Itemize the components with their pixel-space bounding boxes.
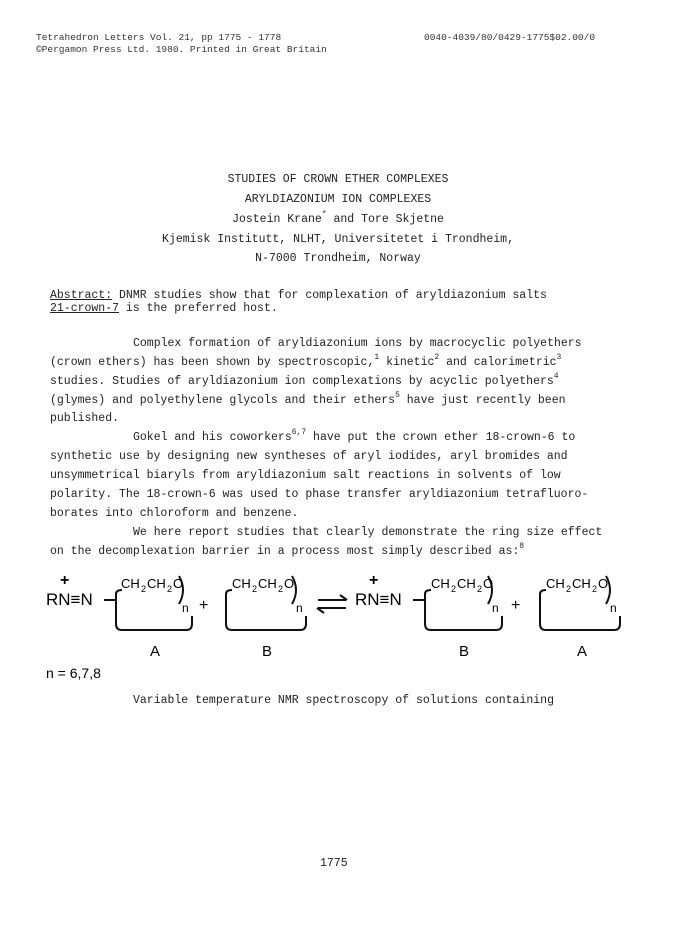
abstract-text-2: is the preferred host. [119,302,278,315]
para2-text: Gokel and his coworkers [133,431,292,444]
journal-citation: Tetrahedron Letters Vol. 21, pp 1775 - 1778 [36,32,282,43]
subscript-2: 2 [252,584,258,594]
para1-text: studies. Studies of aryldiazonium ion complexations by acyclic polyethers [50,375,554,388]
crown-b-left-text [232,576,303,615]
para1-line-2 [50,353,562,369]
para4-line-1: Variable temperature NMR spectroscopy of solutions containing [133,694,554,707]
equilibrium-arrow [317,595,347,613]
subscript-2: 2 [278,584,284,594]
ch2-text: CH [147,576,166,591]
abstract-text-1: DNMR studies show that for complexation of aryldiazonium salts [112,289,547,302]
para1-text: kinetic [379,356,435,369]
ch2-text: CH [457,576,476,591]
ref-6-7: 6,7 [291,428,307,437]
para2-text: have put the crown ether 18-crown-6 to [306,431,576,444]
para2-line-3: unsymmetrical biaryls from aryldiazonium salt reactions in solvents of low [50,469,561,482]
subscript-2: 2 [566,584,572,594]
label-a-right: A [577,643,588,660]
author-line [0,210,676,226]
page-number: 1775 [320,857,348,870]
affiliation-line-1: Kjemisk Institutt, NLHT, Universitetet i Trondheim, [162,233,514,246]
oxygen-text: O [598,576,609,591]
ref-5: 5 [395,391,400,400]
repeat-n: n [492,601,499,615]
repeat-n: n [296,601,303,615]
abstract-label: Abstract: [50,289,113,302]
subscript-2: 2 [141,584,147,594]
ch2-text: CH [546,576,565,591]
copyright-line: ©Pergamon Press Ltd. 1980. Printed in Great Britain [36,44,327,55]
ref-8: 8 [519,542,525,551]
n-values: n = 6,7,8 [46,665,101,681]
article-code: 0040-4039/80/0429-1775$02.00/0 [424,32,596,43]
plus-sign: + [511,597,521,614]
oxygen-text: O [173,576,184,591]
label-b-left: B [262,643,273,660]
abstract-line-2 [50,302,278,315]
oxygen-text: O [483,576,494,591]
ch2-text: CH [121,576,140,591]
title-line-1: STUDIES OF CROWN ETHER COMPLEXES [227,173,449,186]
ch2-text: CH [431,576,450,591]
subscript-2: 2 [477,584,483,594]
para1-text: have just recently been [399,394,566,407]
ch2-text: CH [232,576,251,591]
para3-text: on the decomplexation barrier in a process most simply described as: [50,545,520,558]
affiliation-line-2: N-7000 Trondheim, Norway [255,252,421,265]
author-krane: Jostein Krane [232,213,322,226]
crown-b-right-text [431,576,499,615]
crown-a-right-text [546,576,617,615]
para1-text: (glymes) and polyethylene glycols and their ethers [50,394,396,407]
plus-sign: + [199,597,209,614]
repeat-n: n [182,601,189,615]
abstract-line-1 [50,289,547,302]
oxygen-text: O [284,576,295,591]
aryldiazonium-label: RN≡N [355,590,402,609]
para3-line-1: We here report studies that clearly demonstrate the ring size effect [133,526,603,539]
para1-text: (crown ethers) has been shown by spectroscopic, [50,356,375,369]
ch2-text: CH [572,576,591,591]
repeat-n: n [610,601,617,615]
cation-charge: + [60,572,70,589]
para1-text: and calorimetric [439,356,557,369]
corresponding-author-mark: * [321,210,327,219]
diazonium-right [355,572,402,609]
abstract-host: 21-crown-7 [50,302,120,315]
diazonium-left [46,572,93,609]
ref-3: 3 [556,353,562,362]
para1-line-5: published. [50,412,120,425]
para1-line-3 [50,372,559,388]
para2-line-1 [133,428,576,444]
subscript-2: 2 [592,584,598,594]
subscript-2: 2 [451,584,457,594]
para1-line-4 [50,391,566,407]
para2-line-4: polarity. The 18-crown-6 was used to phase transfer aryldiazonium tetrafluoro- [50,488,589,501]
author-skjetne: Tore Skjetne [361,213,444,226]
label-a-left: A [150,643,161,660]
ch2-text: CH [258,576,277,591]
title-line-2: ARYLDIAZONIUM ION COMPLEXES [244,193,432,206]
para2-line-5: borates into chloroform and benzene. [50,507,299,520]
aryldiazonium-label: RN≡N [46,590,93,609]
crown-a-left-text [121,576,189,615]
label-b-right: B [459,643,470,660]
ref-4: 4 [553,372,559,381]
para2-line-2: synthetic use by designing new syntheses of aryl iodides, aryl bromides and [50,450,568,463]
cation-charge: + [369,572,379,589]
para1-line-1: Complex formation of aryldiazonium ions by macrocyclic polyethers [133,337,582,350]
reaction-scheme [0,560,676,700]
ref-2: 2 [434,353,440,362]
author-conjunction: and [326,213,362,226]
ref-1: 1 [374,353,380,362]
subscript-2: 2 [167,584,173,594]
para3-line-2 [50,542,525,558]
